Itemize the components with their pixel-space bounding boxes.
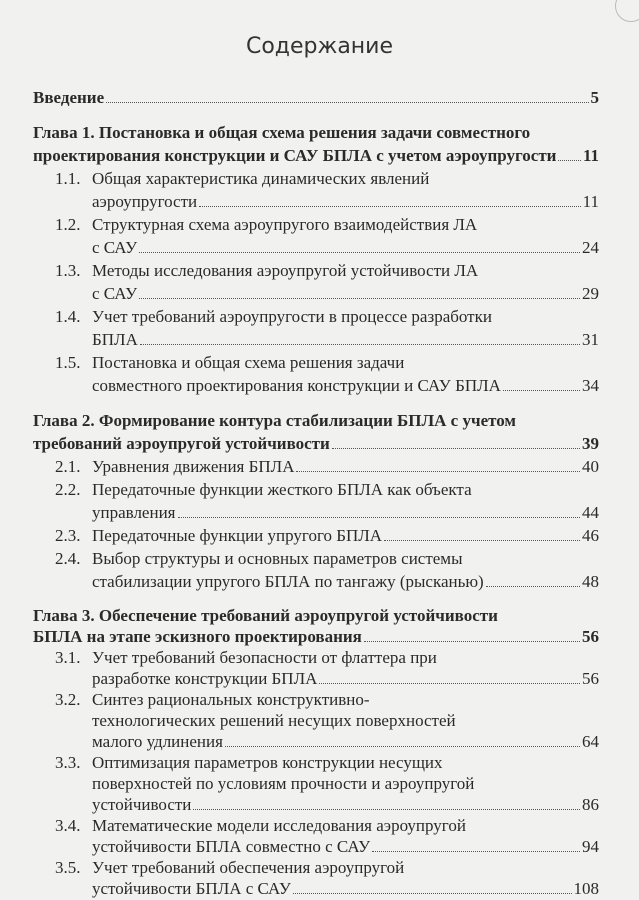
table-of-contents	[33, 86, 599, 899]
section-number: 3.4.	[55, 816, 81, 835]
page-number: 11	[582, 192, 599, 211]
toc-section-entry	[33, 815, 599, 857]
entry-title-line: стабилизации упругого БПЛА по тангажу (рысканью)	[92, 572, 484, 591]
entry-title-line: Учет требований обеспечения аэроупругой	[92, 858, 405, 877]
dot-leader	[558, 159, 580, 161]
entry-title-line: Уравнения движения БПЛА	[92, 457, 295, 476]
dot-leader	[225, 745, 580, 747]
dot-leader	[293, 892, 572, 894]
section-number: 2.1.	[55, 457, 81, 476]
toc-section-entry	[33, 524, 599, 547]
dot-leader	[139, 297, 580, 299]
page-number: 24	[582, 238, 599, 257]
entry-title-line: Методы исследования аэроупругой устойчивости ЛА	[92, 261, 479, 280]
section-number: 1.5.	[55, 353, 81, 372]
section-number: 2.2.	[55, 480, 81, 499]
section-number: 1.1.	[55, 169, 81, 188]
section-number: 1.2.	[55, 215, 81, 234]
toc-chapter-entry	[33, 121, 599, 167]
entry-title-line: совместного проектирования конструкции и САУ БПЛА	[92, 376, 501, 395]
entry-title-line: Структурная схема аэроупругого взаимодействия ЛА	[92, 215, 478, 234]
entry-title-line: Передаточные функции жесткого БПЛА как объекта	[92, 480, 472, 499]
entry-title-line: Введение	[33, 88, 105, 107]
page-number: 56	[582, 627, 599, 646]
dot-leader	[106, 101, 588, 103]
page-number: 11	[582, 146, 599, 165]
entry-title-line: устойчивости БПЛА совместно с САУ	[92, 837, 371, 856]
toc-section-entry	[33, 478, 599, 524]
entry-title-line: разработке конструкции БПЛА	[92, 669, 318, 688]
entry-title-line: Учет требований аэроупругости в процессе разработки	[92, 307, 492, 326]
toc-section-entry	[33, 167, 599, 213]
entry-title-line: управления	[92, 503, 176, 522]
toc-section-entry	[33, 351, 599, 397]
toc-section-entry	[33, 647, 599, 689]
toc-section-entry	[33, 455, 599, 478]
dot-leader	[139, 251, 580, 253]
entry-title-line: Синтез рациональных конструктивно-	[92, 690, 370, 709]
toc-section-entry	[33, 689, 599, 752]
entry-title-line: с САУ	[92, 238, 138, 257]
page-number: 108	[573, 879, 599, 898]
entry-title-line: Оптимизация параметров конструкции несущих	[92, 753, 443, 772]
entry-title-line: технологических решений несущих поверхностей	[92, 711, 456, 730]
toc-intro-entry	[33, 86, 599, 109]
section-number: 2.4.	[55, 549, 81, 568]
page-number: 34	[582, 376, 599, 395]
page-number: 29	[582, 284, 599, 303]
page-number: 31	[582, 330, 599, 349]
section-number: 3.2.	[55, 690, 81, 709]
entry-title-line: БПЛА на этапе эскизного проектирования	[33, 627, 362, 646]
page-corner-mark	[615, 0, 639, 22]
dot-leader	[364, 640, 580, 642]
section-number: 3.5.	[55, 858, 81, 877]
entry-title-line: устойчивости	[92, 795, 192, 814]
section-number: 3.1.	[55, 648, 81, 667]
toc-section-entry	[33, 259, 599, 305]
page-number: 40	[582, 457, 599, 476]
toc-section-entry	[33, 305, 599, 351]
page-number: 39	[582, 434, 599, 453]
page-number: 56	[582, 669, 599, 688]
entry-title-line: Выбор структуры и основных параметров системы	[92, 549, 463, 568]
dot-leader	[296, 470, 580, 472]
dot-leader	[372, 850, 580, 852]
entry-title-line: Учет требований безопасности от флаттера при	[92, 648, 437, 667]
dot-leader	[332, 447, 580, 449]
toc-chapter-entry	[33, 409, 599, 455]
dot-leader	[503, 389, 580, 391]
toc-section-entry	[33, 547, 599, 593]
entry-title-line: требований аэроупругой устойчивости	[33, 434, 330, 453]
entry-title-line: Общая характеристика динамических явлений	[92, 169, 430, 188]
entry-title-line: Математические модели исследования аэроупругой	[92, 816, 466, 835]
entry-title-line: Постановка и общая схема решения задачи	[92, 353, 405, 372]
toc-chapter-entry	[33, 605, 599, 647]
page-number: 94	[582, 837, 599, 856]
page-number: 48	[582, 572, 599, 591]
page-number: 64	[582, 732, 599, 751]
section-number: 1.3.	[55, 261, 81, 280]
section-number: 2.3.	[55, 526, 81, 545]
toc-section-entry	[33, 857, 599, 899]
entry-title-line: поверхностей по условиям прочности и аэроупругой	[92, 774, 475, 793]
entry-title-line: устойчивости БПЛА с САУ	[92, 879, 291, 898]
toc-section-entry	[33, 213, 599, 259]
entry-title-line: Передаточные функции упругого БПЛА	[92, 526, 383, 545]
dot-leader	[199, 205, 581, 207]
entry-title-line: с САУ	[92, 284, 138, 303]
page-number: 44	[582, 503, 599, 522]
entry-title-line: аэроупругости	[92, 192, 198, 211]
page-title: Содержание	[245, 34, 394, 59]
dot-leader	[140, 343, 580, 345]
toc-section-entry	[33, 752, 599, 815]
dot-leader	[178, 516, 581, 518]
entry-title-line: Глава 1. Постановка и общая схема решения задачи совместного	[33, 123, 531, 142]
page-number: 86	[582, 795, 599, 814]
section-number: 3.3.	[55, 753, 81, 772]
entry-title-line: Глава 2. Формирование контура стабилизации БПЛА с учетом	[33, 411, 516, 430]
entry-title-line: проектирования конструкции и САУ БПЛА с учетом аэроупругости	[33, 146, 557, 165]
dot-leader	[384, 539, 580, 541]
entry-title-line: малого удлинения	[92, 732, 223, 751]
dot-leader	[193, 808, 580, 810]
page-number: 46	[582, 526, 599, 545]
dot-leader	[319, 682, 580, 684]
dot-leader	[486, 585, 580, 587]
entry-title-line: Глава 3. Обеспечение требований аэроупругой устойчивости	[33, 606, 498, 625]
page-number: 5	[590, 88, 599, 107]
section-number: 1.4.	[55, 307, 81, 326]
entry-title-line: БПЛА	[92, 330, 138, 349]
